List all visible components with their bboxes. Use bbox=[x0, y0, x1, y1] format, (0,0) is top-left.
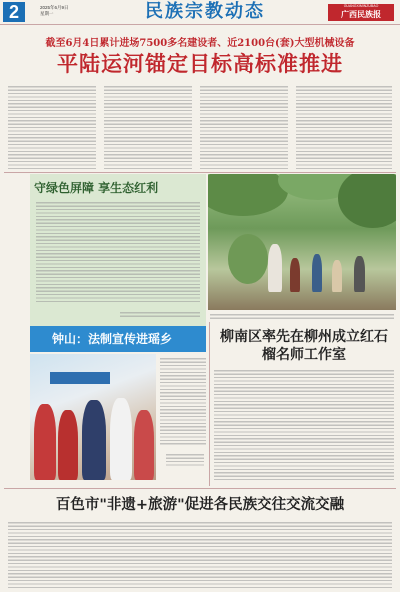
section-divider bbox=[4, 488, 396, 489]
photo-person bbox=[290, 258, 300, 292]
green-feature-photo bbox=[208, 174, 396, 310]
law-feature-byline bbox=[166, 452, 204, 466]
issue-date-text: 2025年6月9日 bbox=[40, 5, 69, 10]
lead-body-column-4 bbox=[296, 84, 392, 170]
lead-body-column-3 bbox=[200, 84, 288, 170]
baise-story-title: 百色市"非遗+旅游"促进各民族交往交流交融 bbox=[55, 497, 345, 513]
green-feature-byline bbox=[120, 310, 200, 318]
photo-person bbox=[268, 244, 282, 292]
liunan-story-title: 柳南区率先在柳州成立红石榴名师工作室 bbox=[220, 329, 388, 363]
photo-person bbox=[110, 398, 132, 480]
photo-person bbox=[332, 260, 342, 292]
issue-date bbox=[40, 5, 69, 17]
law-feature-photo bbox=[30, 354, 156, 480]
paper-logo-name: 广西民族报 bbox=[341, 9, 381, 19]
baise-body-column-5 bbox=[320, 520, 392, 588]
baise-body-column-4 bbox=[242, 520, 320, 588]
photo-foliage bbox=[208, 174, 288, 216]
photo-foliage bbox=[228, 234, 268, 284]
page-number: 2 bbox=[3, 2, 25, 22]
green-photo-caption bbox=[210, 312, 394, 321]
lead-body-column-1 bbox=[8, 84, 96, 170]
photo-person bbox=[312, 254, 322, 292]
lead-body-column-2 bbox=[104, 84, 192, 170]
lead-headline: 平陆运河锚定目标高标准推进 bbox=[57, 52, 343, 76]
baise-body-column-1 bbox=[8, 520, 86, 588]
law-feature-body bbox=[160, 356, 206, 446]
paper-logo-pinyin: GUANGXIMINZUBAO bbox=[343, 4, 379, 8]
liunan-story-body bbox=[214, 368, 394, 480]
green-feature-body bbox=[36, 200, 200, 304]
paper-logo bbox=[328, 4, 394, 21]
baise-body-column-2 bbox=[86, 520, 164, 588]
photo-person bbox=[134, 410, 154, 480]
photo-person bbox=[354, 256, 365, 292]
section-divider bbox=[4, 172, 396, 173]
photo-person bbox=[82, 400, 106, 480]
photo-person bbox=[34, 404, 56, 480]
photo-foliage bbox=[338, 174, 396, 228]
lead-subheadline: 截至6月4日累计进场7500多名建设者、近2100台(套)大型机械设备 bbox=[45, 38, 355, 49]
green-feature-title: 守绿色屏障 享生态红利 bbox=[34, 181, 159, 195]
photo-banner bbox=[50, 372, 110, 384]
baise-body-column-3 bbox=[164, 520, 242, 588]
law-feature-title: 钟山：法制宣传进瑶乡 bbox=[52, 332, 173, 346]
photo-person bbox=[58, 410, 78, 480]
issue-weekday: 星期一 bbox=[40, 11, 54, 16]
section-title: 民族宗教动态 bbox=[145, 1, 265, 22]
column-divider bbox=[209, 322, 210, 486]
